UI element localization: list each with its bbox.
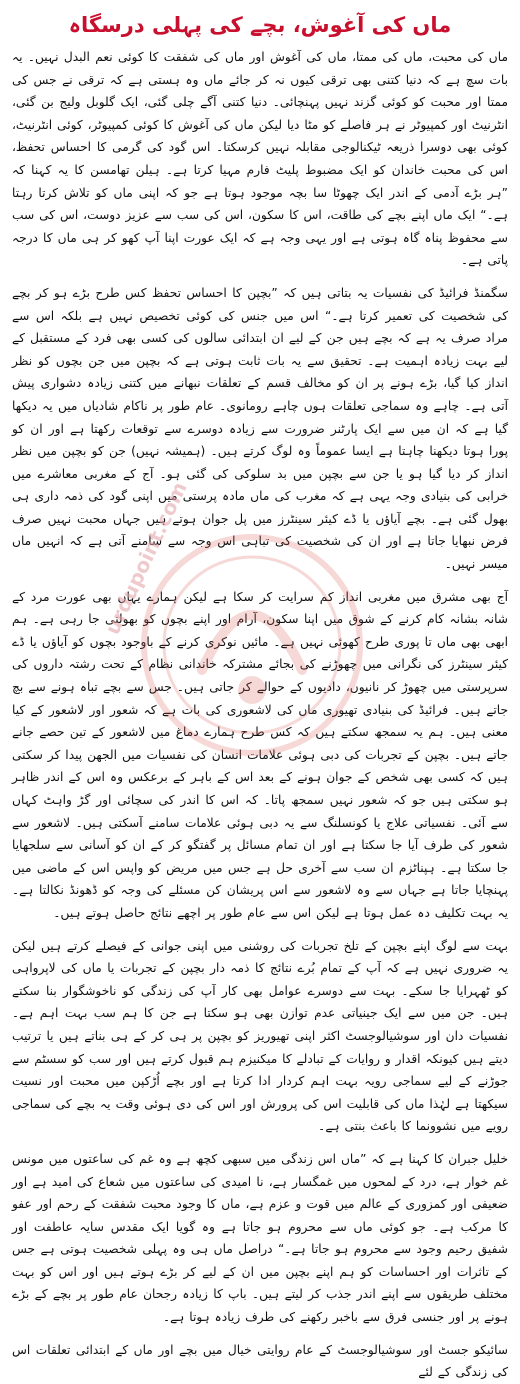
article-paragraph-3: آج بھی مشرق میں مغربی انداز کم سرایت کر سکا ہے لیکن ہمارے یہاں بھی عورت مرد کے شانہ بشانہ کام کرنے کے شوق میں اپنا سکون، آرام اور اپنے بچوں کو بھولتی جا رہی ہے۔ ہم ابھی بھی ماں تا پوری طرح کھوئی نہیں ہے۔ مائیں نوکری کرنے کے باوجود بچوں کو آیاؤں یا ڈے کیئر سینٹرز کی نگرانی میں چھوڑنے کی بجائے مشترکہ خاندانی نظام کے تحت رشتہ داروں کی سرپرستی میں چھوڑ کر نانیوں، دادیوں کے حوالے کر جاتی ہیں۔ جس سے بچے تباہ ہونے سے بچ جاتے ہیں۔ فرائیڈ کی بنیادی تھیوری ماں کی لاشعوری کی بات ہے کہ شعور اور لاشعور کے کیا معنی ہیں۔ ہم یہ سمجھ سکتے ہیں کہ کس طرح ہمارے دماغ میں لاشعور کے تین حصے جانے جاتے ہیں۔ بچپن کے تجربات کی دبی ہوئی علامات انسان کی نفسیات میں الجھن پیدا کر سکتی ہیں کہ کسی بھی شخص کے جوان ہونے کے بعد اس کے باہر کے برعکس وہ اس کے اندر ظاہر ہو سکتی ہیں جو کہ شعور نہیں سمجھ پاتا۔ کہ اس کا اندر کی سچائی اور گڑ واہٹ کہاں سے آئی۔ نفسیاتی علاج یا کونسلنگ سے یہ دبی ہوئی علامات سامنے آسکتی ہیں۔ لاشعور سے شعور کی طرف آیا جا سکتا ہے اور ان تمام مسائل پر گفتگو کر کے ان کو آسانی سے سلجھایا جا سکتا ہے۔ ہپناٹزم ان سب سے آخری حل ہے جس میں مریض کو واپس اس کے ماضی میں پہنچایا جاتا ہے جہاں سے وہ لاشعور سے اس پریشان کن مسئلے کی وجہ کو ڈھونڈ نکالتا ہے۔ یہ بہت تکلیف دہ عمل ہوتا ہے لیکن اس سے عام طور پر اچھے نتائج حاصل ہوتے ہیں۔ [12,589,508,920]
article-paragraph-1: ماں کی محبت، ماں کی ممتا، ماں کی آغوش اور ماں کی شفقت کا کوئی نعم البدل نہیں۔ یہ بات سچ ہے کہ دنیا کتنی بھی ترقی کیوں نہ کر جائے ماں وہ ہستی ہے کہ ترقی نے جس کی ممتا اور محبت کو کوئی گزند نہیں پہنچائی۔ دنیا کتنی آگے چلی گئی، ایک گلوبل ولیج بن گئی، انٹرنیٹ اور کمپیوٹر نے ہر فاصلے کو مٹا دیا لیکن ماں کی آغوش کا کوئی کمپیوٹر، کوئی انٹرنیٹ، کوئی بھی دوسرا ذریعہ ٹیکنالوجی مقابلہ نہیں کرسکتا۔ اس گود کی گرمی کا احساس تحفظ، اس کی محبت خاندان کو ایک مضبوط پلیٹ فارم مہیا کرتا ہے۔ ہیلن تھامسن کا یہ کہنا کہ ”ہر بڑے آدمی کے اندر ایک چھوٹا سا بچہ موجود ہوتا ہے جو کہ اپنی ماں کو تلاش کرتا رہتا ہے۔“ ایک ماں اپنے بچے کی طاقت، اس کا سکون، اس کی سب سے عزیز دوست، اس کی سب سے محفوظ پناہ گاہ ہوتی ہے اور یہی وجہ ہے کہ ایک عورت اپنا آپ کھو کر ہی ماں کا درجہ پاتی ہے۔ [12,50,508,268]
article-paragraph-6: سائیکو جسٹ اور سوشیالوجسٹ کے عام روایتی خیال میں بچے اور ماں کے ابتدائی تعلقات اس کی زندگی کے لئے [12,1342,508,1380]
article-paragraph-5: خلیل جبران کا کہنا ہے کہ ”ماں اس زندگی میں سبھی کچھ ہے وہ غم کی ساعتوں میں مونس غم خوار ہے، درد کے لمحوں میں غمگسار ہے، نا امیدی کی ساعتوں میں شعاع کی امید ہے اور ضعیفی اور کمزوری کے عالم میں قوت و عزم ہے، ماں کا وجود محبت شفقت کے رحم اور عفو کا مرکب ہے۔ جو کوئی ماں سے محروم ہو جاتا ہے وہ گویا ایک مقدس سایہ عاطفت اور شفیق رحیم وجود سے محروم ہو جاتا ہے۔“ دراصل ماں ہی وہ پہلی شخصیت ہوتی ہے جس کے تاثرات اور احساسات کو ہم اپنے بچپن میں ان کے لیے کر بڑے ہوتے ہیں اور اس کو بہت مختلف طریقوں سے اپنے اندر جذب کر لیتے ہیں۔ باپ کا زیادہ رجحان عام طور پر بچے کے بڑے ہونے پر اور جنسی فرق سے باخبر رکھنے کی طرف زیادہ ہوتا ہے۔ [12,1151,508,1325]
article-title: ماں کی آغوش، بچے کی پہلی درسگاہ [68,13,452,37]
article-paragraph-4: بہت سے لوگ اپنے بچپن کے تلخ تجربات کی روشنی میں اپنی جوانی کے فیصلے کرتے ہیں لیکن یہ ضروری نہیں ہے کہ آپ کے تمام بُرے نتائج کا ذمہ دار بچپن کے تجربات یا ماں کی لاپرواہی کو ٹھہرایا جا سکے۔ بہت سے دوسرے عوامل بھی کار آپ کی زندگی کو ناخوشگوار بنا سکتے ہیں۔ جن میں سے ایک جینیاتی عدم توازن بھی ہو سکتا ہے جن کا ہم سب بہت اہم ہے۔ نفسیات دان اور سوشیالوجسٹ اکثر اپنی تھیوریز کو بچپن پر ہی کر کے ہی بناتے ہیں یا ترتیب دیتے ہیں کیونکہ اقدار و روایات کے تبادلے کا میکنیزم ہم قبول کرتے ہیں اور سب کو سسٹم سے جوڑنے کے لیے سماجی رویہ بہت اہم کردار ادا کرتا ہے اور بچے اُڑکپن میں محبت اور نسیت سیکھتا ہے لہٰذا ماں کی قابلیت اس کی پرورش اور اس کی دی ہوئی وقت یہ بچے کی سماجی رویے میں نشوونما کا باعث بنتی ہے۔ [12,938,508,1134]
article-paragraph-2: سگمنڈ فرائیڈ کی نفسیات یہ بتاتی ہیں کہ ”بچپن کا احساس تحفظ کس طرح بڑے ہو کر بچے کی شخصیت کی تعمیر کرتا ہے۔“ اس میں جنس کی کوئی تخصیص نہیں ہے بلکہ اس سے مراد صرف یہ ہے کہ بچے ہیں جن کے لیے ان ابتدائی سالوں کی کسی بھی فرد کے مستقبل کے لیے بہت زیادہ اہمیت ہے۔ تحقیق سے یہ بات ثابت ہوتی ہے کہ بچپن میں جن بچوں کو نظر انداز کیا گیا، بڑے ہونے پر ان کو مخالف قسم کے تعلقات نبھانے میں کتنی زیادہ دشواری پیش آتی ہے۔ چاہے وہ سماجی تعلقات ہوں چاہے رومانوی۔ عام طور پر ناکام شادیاں میں یہ دیکھا گیا ہے کہ ان میں سے ایک پارٹنر ضرورت سے زیادہ دوسرے سے توقعات رکھتا ہے اور ان کو پورا ہوتا دیکھنا چاہتا ہے ایسا عموماً وہ لوگ کرتے ہیں۔ (ہمیشہ نہیں) جن کو بچپن میں نظر انداز کر دیا گیا ہو یا جن سے بچپن میں بد سلوکی کی گئی ہو۔ آج کے مغربی معاشرے میں خرابی کی بنیادی وجہ یہی ہے کہ مغرب کی ماں مادہ پرستی میں اپنی گود کی ذمہ داری ہی بھول گئی ہے۔ بچے آیاؤں یا ڈے کیئر سینٹرز میں پل جوان ہوتے ہیں جہاں محبت نہیں صرف فرض نبھایا جاتا ہے اور ان کی شخصیت کی تباہی اس وجہ سے سامنے آتی ہے کہ انہیں ماں میسر نہیں۔ [12,285,508,572]
watermark-text: urdupoint.com [100,478,192,639]
